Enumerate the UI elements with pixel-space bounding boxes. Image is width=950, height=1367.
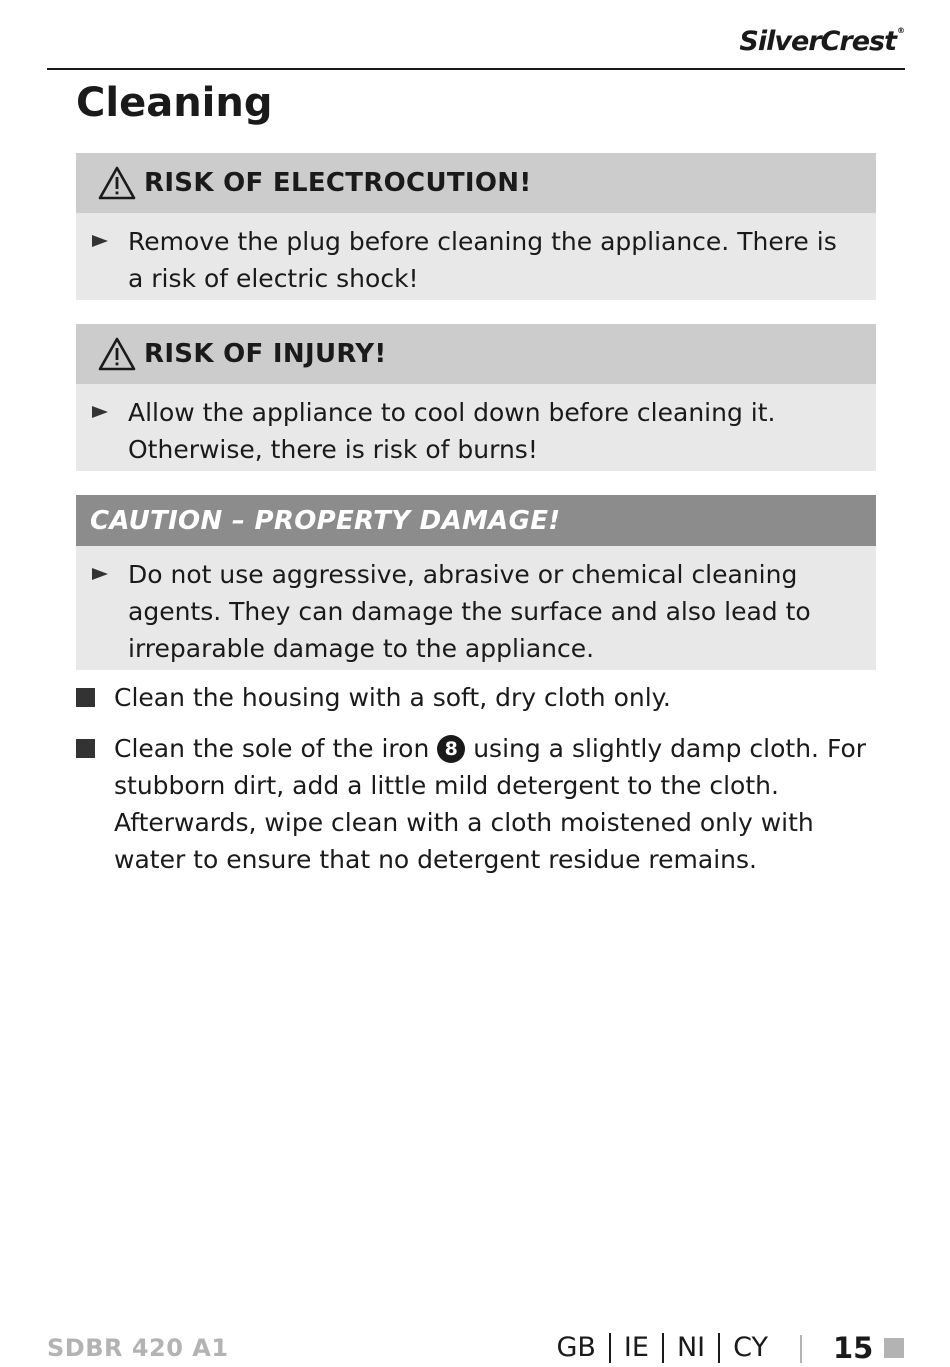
brand-logo: SilverCrest® (739, 26, 904, 57)
page-number: 15 (833, 1331, 874, 1365)
warning-item (76, 213, 876, 303)
arrow-bullet-icon (92, 568, 108, 580)
step-item (76, 730, 876, 878)
language-code: IE (623, 1332, 649, 1363)
step-text: Clean the sole of the iron (114, 734, 430, 763)
divider (662, 1333, 664, 1363)
step-item (76, 679, 876, 716)
square-bullet-icon (76, 739, 95, 758)
square-bullet-icon (76, 688, 95, 707)
footer-languages (556, 1332, 768, 1363)
page-title: Cleaning (76, 80, 273, 126)
warning-triangle-icon (98, 337, 136, 371)
arrow-bullet-icon (92, 235, 108, 247)
caution-title: CAUTION – PROPERTY DAMAGE! (90, 505, 561, 536)
caution-box-property-damage (76, 495, 876, 670)
language-code: GB (556, 1332, 596, 1363)
divider (718, 1333, 720, 1363)
caution-item (76, 546, 876, 673)
reference-number-badge: 8 (437, 735, 465, 763)
warning-item (76, 384, 876, 474)
divider (609, 1333, 611, 1363)
warning-title: RISK OF INJURY! (144, 339, 387, 369)
warning-text: Remove the plug before cleaning the appliance. There is a risk of electric shock! (128, 227, 837, 293)
warning-header (76, 324, 876, 384)
warning-box-injury (76, 324, 876, 471)
page-marker-icon (884, 1338, 904, 1358)
footer-divider (800, 1335, 802, 1363)
language-code: CY (733, 1332, 768, 1363)
warning-text: Allow the appliance to cool down before cleaning it. Otherwise, there is risk of burns! (128, 398, 776, 464)
warning-box-electrocution (76, 153, 876, 300)
footer-model: SDBR 420 A1 (47, 1334, 229, 1362)
warning-title: RISK OF ELECTROCUTION! (144, 168, 532, 198)
arrow-bullet-icon (92, 406, 108, 418)
header-divider (47, 68, 905, 70)
warning-header (76, 153, 876, 213)
step-text: using a slightly damp cloth. For stubborn dirt, add a little mild detergent to the cloth. Afterwards, wipe clean with a cloth moistened only with water to ensure that no detergent residue remains. (114, 734, 867, 874)
caution-text: Do not use aggressive, abrasive or chemical cleaning agents. They can damage the surface and also lead to irreparable damage to the appliance. (128, 560, 811, 663)
registered-mark: ® (897, 26, 904, 35)
caution-header (76, 495, 876, 546)
warning-triangle-icon (98, 166, 136, 200)
step-text: Clean the housing with a soft, dry cloth only. (114, 683, 671, 712)
language-code: NI (676, 1332, 706, 1363)
